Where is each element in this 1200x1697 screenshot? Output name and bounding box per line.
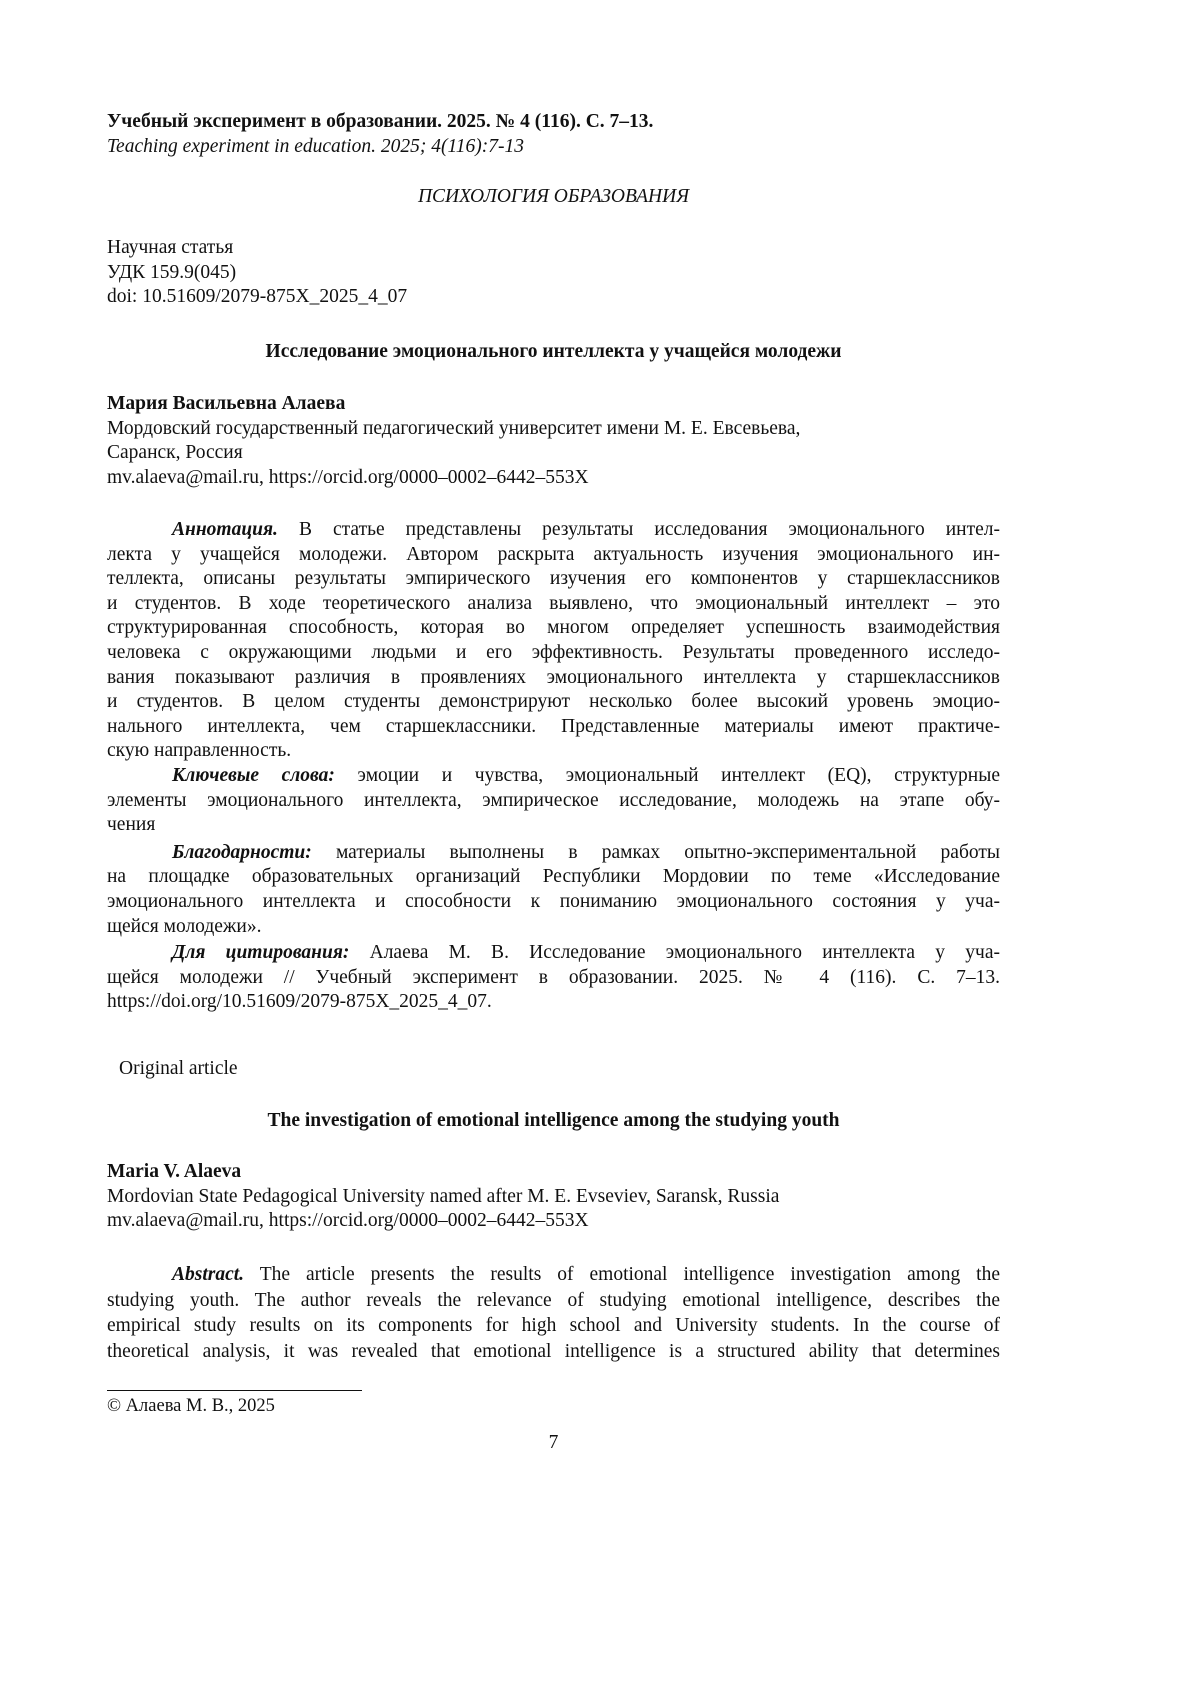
cite-label: Для цитирования:	[172, 942, 350, 964]
journal-header	[107, 110, 1000, 159]
text-line: человека с окружающими людьми и его эффективность. Результаты проведенного исследо-	[107, 641, 1000, 663]
article-type: Научная статья	[107, 237, 234, 258]
text-line: лекта у учащейся молодежи. Автором раскрыта актуальность изучения эмоционального ин-	[107, 543, 1000, 565]
text-line: и студентов. В целом студенты демонстрируют несколько более высокий уровень эмоцио-	[107, 691, 1000, 713]
abstract-label-en: Abstract.	[172, 1264, 245, 1285]
affiliation-line: Мордовский государственный педагогический университет имени М. Е. Евсевьева,	[107, 417, 801, 439]
text-line: щейся молодежи».	[107, 915, 262, 937]
text-line: Алаева М. В. Исследование эмоционального интеллекта у уча-	[349, 942, 1000, 964]
keywords-label: Ключевые слова:	[172, 764, 335, 786]
article-type-en: Original article	[119, 1058, 238, 1079]
thanks-label: Благодарности:	[172, 841, 312, 863]
text-line: В статье представлены результаты исследования эмоционального интел-	[277, 519, 1000, 540]
text-line: чения	[107, 814, 156, 836]
text-line: нального интеллекта, чем старшеклассники. Представленные материалы имеют практиче-	[107, 715, 1000, 737]
article-title-ru: Исследование эмоционального интеллекта у учащейся молодежи	[265, 341, 842, 362]
page-number: 7	[548, 1432, 559, 1453]
author-block-ru	[107, 392, 1000, 490]
doi-link[interactable]: https://doi.org/10.51609/2079-875X_2025_4_07.	[107, 991, 492, 1013]
article-title-en: The investigation of emotional intelligence among the studying youth	[267, 1110, 840, 1131]
udc: УДК 159.9(045)	[107, 261, 237, 283]
text-line: studying youth. The author reveals the relevance of studying emotional intelligence, describes the	[107, 1289, 1000, 1311]
text-line: скую направленность.	[107, 740, 292, 762]
section-heading: ПСИХОЛОГИЯ ОБРАЗОВАНИЯ	[417, 186, 690, 207]
affiliation-line: Саранск, Россия	[107, 442, 243, 464]
text-line: на площадке образовательных организаций Республики Мордовии по теме «Исследование	[107, 866, 1000, 888]
copyright-footnote: © Алаева М. В., 2025	[107, 1396, 275, 1416]
journal-citation-en: Teaching experiment in education. 2025; 4(116):7-13	[107, 135, 524, 157]
author-name-en: Maria V. Alaeva	[107, 1161, 242, 1182]
affiliation-en: Mordovian State Pedagogical University named after M. E. Evseviev, Saransk, Russia	[107, 1185, 780, 1207]
text-line: щейся молодежи // Учебный эксперимент в образовании. 2025. № 4 (116). С. 7–13.	[107, 966, 1000, 988]
text-line: элементы эмоционального интеллекта, эмпирическое исследование, молодежь на этапе обу-	[107, 789, 1000, 811]
abstract-label: Аннотация.	[172, 519, 278, 540]
abstract-ru	[107, 518, 1000, 1015]
article-meta	[107, 236, 1000, 310]
text-line: и студентов. В ходе теоретического анализа выявлено, что эмоциональный интеллект – это	[107, 592, 1000, 614]
footnote-divider	[107, 1390, 362, 1391]
author-contact-en: mv.alaeva@mail.ru, https://orcid.org/0000–0002–6442–553X	[107, 1210, 589, 1232]
abstract-en	[107, 1262, 1000, 1364]
doi: doi: 10.51609/2079-875X_2025_4_07	[107, 286, 408, 308]
text-line: theoretical analysis, it was revealed that emotional intelligence is a structured ability that determines	[107, 1340, 1000, 1362]
text-line: эмоции и чувства, эмоциональный интеллект (EQ), структурные	[334, 764, 1000, 786]
text-line: материалы выполнены в рамках опытно-экспериментальной работы	[311, 841, 1000, 863]
author-name: Мария Васильевна Алаева	[107, 393, 346, 414]
journal-citation-ru: Учебный эксперимент в образовании. 2025. № 4 (116). С. 7–13.	[107, 111, 654, 132]
text-line: empirical study results on its components for high school and University students. In the course of	[107, 1315, 1000, 1337]
author-contact: mv.alaeva@mail.ru, https://orcid.org/0000–0002–6442–553X	[107, 466, 589, 488]
text-line: теллекта, описаны результаты эмпирического изучения его компонентов у старшеклассников	[107, 568, 1000, 590]
text-line: эмоционального интеллекта и способности к пониманию эмоционального состояния у уча-	[107, 890, 1000, 912]
text-line: вания показывают различия в проявлениях эмоционального интеллекта у старшеклассников	[107, 666, 1000, 688]
author-block-en	[107, 1160, 1000, 1234]
text-line: The article presents the results of emotional intelligence investigation among the	[244, 1264, 1000, 1285]
text-line: структурированная способность, которая во многом определяет успешность взаимодействия	[107, 617, 1000, 639]
